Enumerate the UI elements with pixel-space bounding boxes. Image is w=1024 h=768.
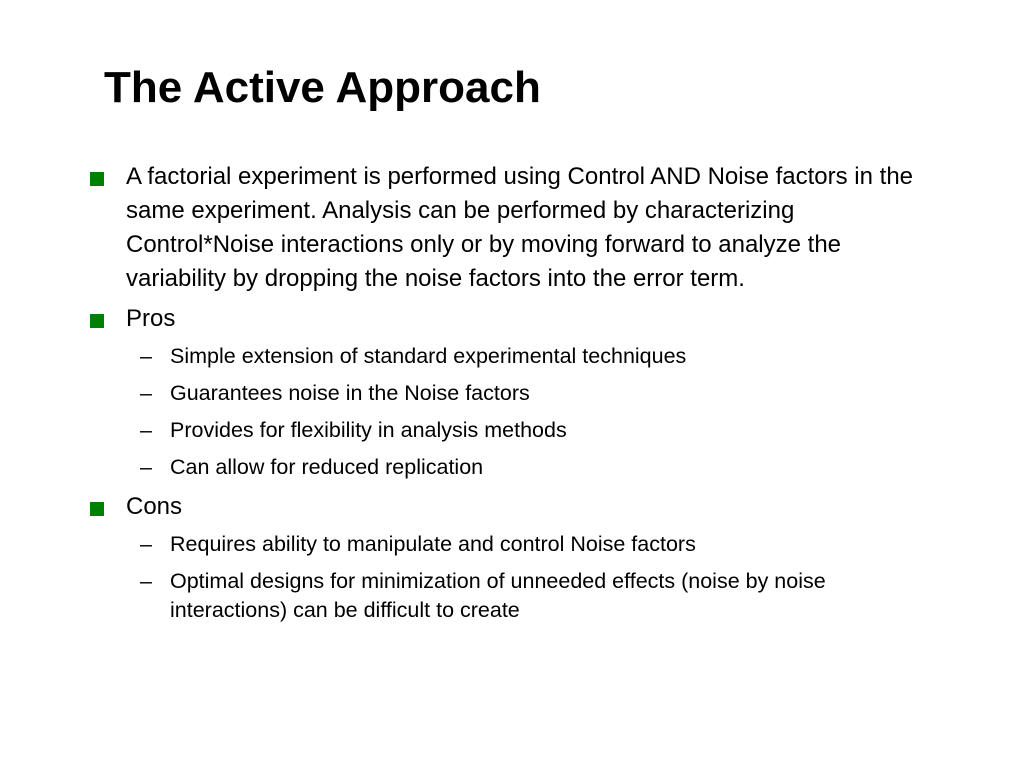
bullet-list xyxy=(88,160,928,633)
sub-bullet-item xyxy=(88,416,928,445)
dash-bullet-icon: – xyxy=(140,344,152,368)
dash-bullet-icon: – xyxy=(140,381,152,405)
dash-bullet-icon: – xyxy=(140,569,152,593)
dash-bullet-icon: – xyxy=(140,418,152,442)
slide-title: The Active Approach xyxy=(104,63,541,112)
bullet-item-cons xyxy=(88,490,928,524)
dash-bullet-icon: – xyxy=(140,455,152,479)
bullet-item-pros xyxy=(88,302,928,336)
sub-bullet-text: Requires ability to manipulate and control Noise factors xyxy=(170,532,696,556)
sub-bullet-text: Can allow for reduced replication xyxy=(170,455,484,479)
bullet-text: A factorial experiment is performed using Control AND Noise factors in the same experiment. Analysis can be performed by characterizing Control*Noise interactions only or by moving forward to analyze the variability by dropping the noise factors into the error term. xyxy=(126,163,914,292)
sub-bullet-text: Guarantees noise in the Noise factors xyxy=(170,381,530,405)
square-bullet-icon xyxy=(90,502,104,516)
bullet-item-factorial xyxy=(88,160,928,296)
sub-bullet-item xyxy=(88,453,928,482)
sub-bullet-item xyxy=(88,342,928,371)
sub-bullet-text: Optimal designs for minimization of unneeded effects (noise by noise interactions) can be difficult to create xyxy=(170,569,826,622)
sub-bullet-text: Simple extension of standard experimental techniques xyxy=(170,344,687,368)
sub-bullet-item xyxy=(88,530,928,559)
pros-sub-list xyxy=(88,342,928,482)
square-bullet-icon xyxy=(90,172,104,186)
bullet-text: Cons xyxy=(126,493,183,520)
square-bullet-icon xyxy=(90,314,104,328)
dash-bullet-icon: – xyxy=(140,532,152,556)
sub-bullet-text: Provides for flexibility in analysis methods xyxy=(170,418,567,442)
bullet-text: Pros xyxy=(126,305,176,332)
sub-bullet-item xyxy=(88,379,928,408)
sub-bullet-item xyxy=(88,567,928,625)
cons-sub-list xyxy=(88,530,928,625)
